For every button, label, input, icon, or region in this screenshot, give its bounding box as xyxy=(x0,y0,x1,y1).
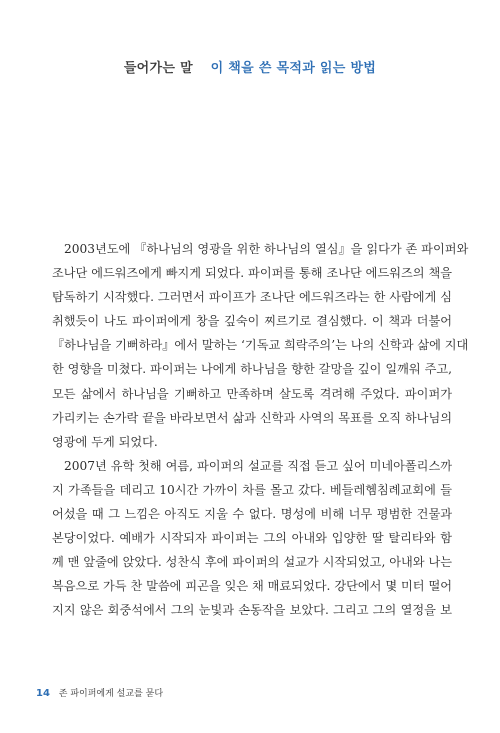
text-line: 한 영향을 미쳤다. 파이퍼는 나에게 하나님을 향한 갈망을 깊이 일깨워 주고, xyxy=(52,362,452,377)
text-line: 복음으로 가득 찬 말씀에 피곤을 잊은 채 매료되었다. 강단에서 몇 미터 떨어 xyxy=(52,579,452,594)
chapter-label: 들어가는 말 xyxy=(123,61,193,76)
page-number: 14 xyxy=(36,688,50,699)
text-line: 영광에 두게 되었다. xyxy=(52,434,158,449)
text-line: 본당이었다. 예배가 시작되자 파이퍼는 그의 아내와 입양한 딸 탈리타와 함 xyxy=(52,531,452,546)
text-line: 께 맨 앞줄에 앉았다. 성찬식 후에 파이퍼의 설교가 시작되었고, 아내와 나는 xyxy=(52,555,452,570)
running-title: 존 파이퍼에게 설교를 묻다 xyxy=(58,689,164,699)
text-line: 조나단 에드워즈에게 빠지게 되었다. 파이퍼를 통해 조나단 에드워즈의 책을 xyxy=(52,266,452,281)
page-footer xyxy=(36,686,163,699)
text-line: 지지 않은 회중석에서 그의 눈빛과 손동작을 보았다. 그리고 그의 열정을 보 xyxy=(52,603,452,618)
text-line: 지 가족들을 데리고 10시간 가까이 차를 몰고 갔다. 베들레헴침례교회에 들 xyxy=(52,482,452,497)
chapter-title: 이 책을 쓴 목적과 읽는 방법 xyxy=(210,61,377,76)
text-line: 어섰을 때 그 느낌은 아직도 지울 수 없다. 명성에 비해 너무 평범한 건물과 xyxy=(52,507,452,522)
text-line: 가리키는 손가락 끝을 바라보면서 삶과 신학과 사역의 목표를 오직 하나님의 xyxy=(52,410,452,425)
text-line: 모든 삶에서 하나님을 기뻐하고 만족하며 살도록 격려해 주었다. 파이퍼가 xyxy=(52,386,452,401)
text-line: 2007년 유학 첫해 여름, 파이퍼의 설교를 직접 듣고 싶어 미네아폴리스까 xyxy=(64,458,452,473)
text-line: 탐독하기 시작했다. 그러면서 파이프가 조나단 에드워즈라는 한 사람에게 심 xyxy=(52,290,452,305)
text-line: 2003년도에 『하나님의 영광을 위한 하나님의 열심』을 읽다가 존 파이퍼와 xyxy=(64,242,469,256)
text-line: 취했듯이 나도 파이퍼에게 창을 깊숙이 찌르기로 결심했다. 이 책과 더불어 xyxy=(52,314,452,329)
text-line: 『하나님을 기뻐하라』에서 말하는 ‘기독교 희락주의’는 나의 신학과 삶에 지대 xyxy=(52,338,469,353)
chapter-header xyxy=(0,57,500,76)
body-text xyxy=(52,237,469,623)
